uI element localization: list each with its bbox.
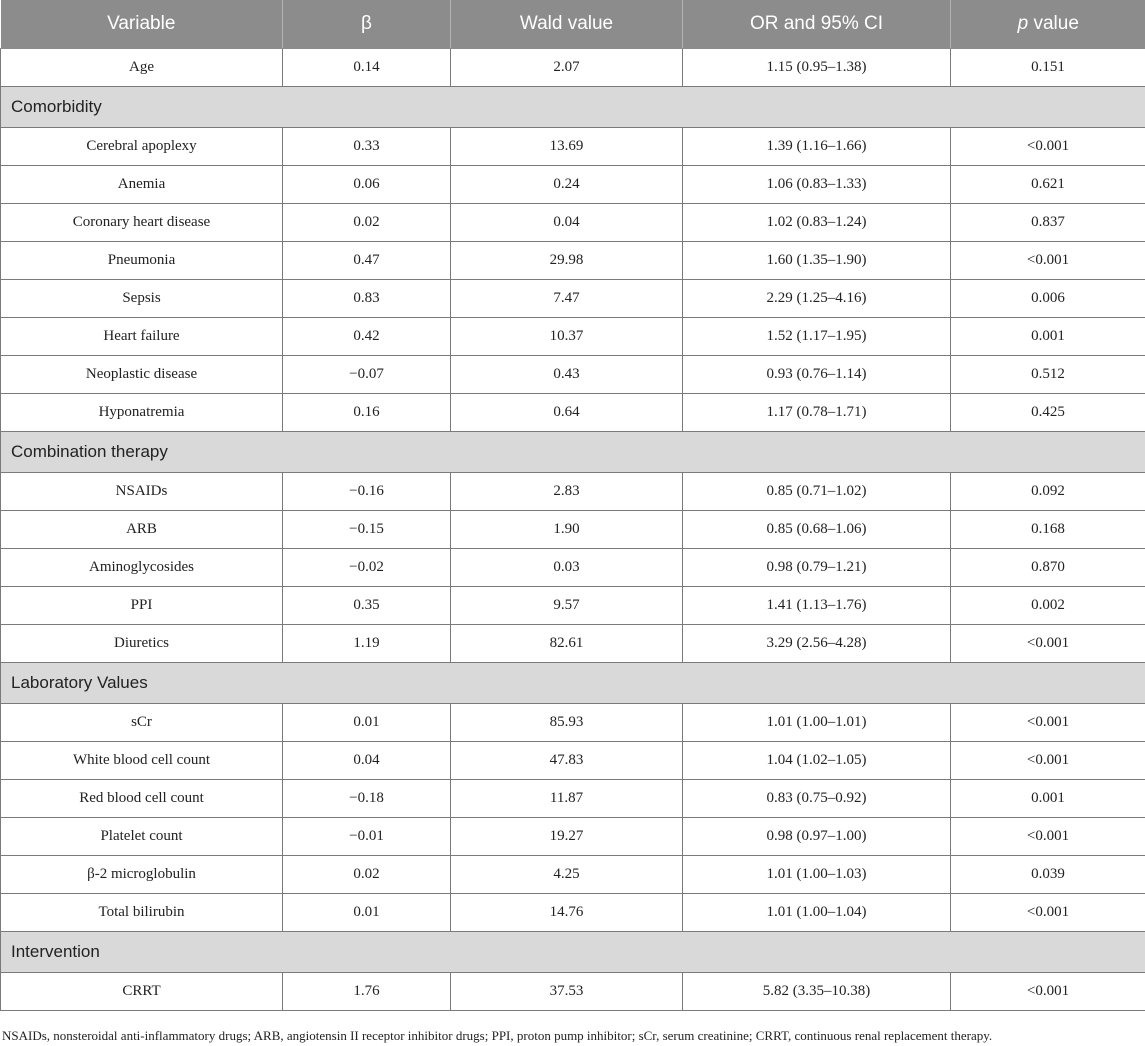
header-p-symbol: p: [1017, 13, 1029, 34]
cell-beta: 0.83: [283, 280, 451, 318]
cell-wald-value: 85.93: [451, 704, 683, 742]
section-label: Laboratory Values: [1, 663, 1145, 704]
cell-wald-value: 37.53: [451, 973, 683, 1011]
header-row: [1, 0, 1145, 49]
cell-or-ci: 1.01 (1.00–1.04): [683, 894, 951, 932]
cell-variable: NSAIDs: [1, 473, 283, 511]
cell-wald-value: 2.07: [451, 49, 683, 87]
table-header: [1, 0, 1145, 49]
cell-or-ci: 1.06 (0.83–1.33): [683, 166, 951, 204]
table-row: [1, 818, 1145, 856]
header-p-value: [951, 0, 1145, 49]
cell-variable: Neoplastic disease: [1, 356, 283, 394]
cell-p-value: 0.092: [951, 473, 1145, 511]
cell-beta: 1.76: [283, 973, 451, 1011]
cell-wald-value: 4.25: [451, 856, 683, 894]
table-row: [1, 511, 1145, 549]
cell-variable: Total bilirubin: [1, 894, 283, 932]
table-row: [1, 356, 1145, 394]
cell-or-ci: 1.17 (0.78–1.71): [683, 394, 951, 432]
cell-variable: Heart failure: [1, 318, 283, 356]
cell-or-ci: 1.04 (1.02–1.05): [683, 742, 951, 780]
table-row: [1, 856, 1145, 894]
cell-wald-value: 82.61: [451, 625, 683, 663]
header-p-suffix: value: [1028, 13, 1079, 34]
cell-beta: 0.33: [283, 128, 451, 166]
cell-p-value: <0.001: [951, 973, 1145, 1011]
cell-beta: 0.47: [283, 242, 451, 280]
cell-wald-value: 13.69: [451, 128, 683, 166]
cell-variable: Diuretics: [1, 625, 283, 663]
cell-p-value: 0.039: [951, 856, 1145, 894]
cell-wald-value: 0.03: [451, 549, 683, 587]
cell-p-value: 0.512: [951, 356, 1145, 394]
table-row: [1, 242, 1145, 280]
cell-wald-value: 0.04: [451, 204, 683, 242]
cell-p-value: 0.621: [951, 166, 1145, 204]
cell-beta: −0.16: [283, 473, 451, 511]
cell-p-value: 0.006: [951, 280, 1145, 318]
cell-or-ci: 1.39 (1.16–1.66): [683, 128, 951, 166]
cell-wald-value: 29.98: [451, 242, 683, 280]
table-footnote: NSAIDs, nonsteroidal anti-inflammatory drugs; ARB, angiotensin II receptor inhibitor drugs; PPI, proton pump inhibitor; sCr, serum creatinine; CRRT, continuous renal replacement therapy.: [2, 1028, 993, 1043]
section-row: [1, 87, 1145, 128]
cell-or-ci: 0.93 (0.76–1.14): [683, 356, 951, 394]
cell-or-ci: 5.82 (3.35–10.38): [683, 973, 951, 1011]
cell-p-value: <0.001: [951, 128, 1145, 166]
cell-wald-value: 10.37: [451, 318, 683, 356]
table-row: [1, 973, 1145, 1011]
cell-or-ci: 0.83 (0.75–0.92): [683, 780, 951, 818]
cell-wald-value: 0.43: [451, 356, 683, 394]
header-or-ci: OR and 95% CI: [683, 0, 951, 49]
cell-wald-value: 19.27: [451, 818, 683, 856]
cell-wald-value: 9.57: [451, 587, 683, 625]
header-variable: Variable: [1, 0, 283, 49]
table-row: [1, 318, 1145, 356]
cell-p-value: <0.001: [951, 742, 1145, 780]
cell-or-ci: 1.02 (0.83–1.24): [683, 204, 951, 242]
table-row: [1, 394, 1145, 432]
cell-p-value: 0.151: [951, 49, 1145, 87]
cell-beta: 0.14: [283, 49, 451, 87]
table-row: [1, 166, 1145, 204]
cell-or-ci: 1.60 (1.35–1.90): [683, 242, 951, 280]
cell-variable: Aminoglycosides: [1, 549, 283, 587]
cell-variable: Pneumonia: [1, 242, 283, 280]
cell-p-value: <0.001: [951, 704, 1145, 742]
cell-beta: 0.42: [283, 318, 451, 356]
cell-variable: Coronary heart disease: [1, 204, 283, 242]
cell-or-ci: 3.29 (2.56–4.28): [683, 625, 951, 663]
cell-variable: Anemia: [1, 166, 283, 204]
section-row: [1, 663, 1145, 704]
cell-p-value: 0.168: [951, 511, 1145, 549]
header-beta: β: [283, 0, 451, 49]
table-row: [1, 587, 1145, 625]
table-row: [1, 128, 1145, 166]
table-body: [1, 49, 1145, 1011]
table-row: [1, 280, 1145, 318]
table-row: [1, 549, 1145, 587]
cell-beta: −0.01: [283, 818, 451, 856]
cell-or-ci: 1.01 (1.00–1.01): [683, 704, 951, 742]
cell-p-value: <0.001: [951, 625, 1145, 663]
cell-p-value: <0.001: [951, 894, 1145, 932]
table-row: [1, 625, 1145, 663]
cell-beta: 0.04: [283, 742, 451, 780]
cell-wald-value: 1.90: [451, 511, 683, 549]
cell-beta: 0.06: [283, 166, 451, 204]
cell-or-ci: 0.98 (0.97–1.00): [683, 818, 951, 856]
cell-or-ci: 1.01 (1.00–1.03): [683, 856, 951, 894]
table-row: [1, 742, 1145, 780]
section-label: Combination therapy: [1, 432, 1145, 473]
cell-variable: Red blood cell count: [1, 780, 283, 818]
cell-wald-value: 11.87: [451, 780, 683, 818]
cell-variable: PPI: [1, 587, 283, 625]
cell-or-ci: 0.85 (0.71–1.02): [683, 473, 951, 511]
cell-wald-value: 0.64: [451, 394, 683, 432]
cell-beta: 0.02: [283, 204, 451, 242]
cell-beta: 1.19: [283, 625, 451, 663]
cell-or-ci: 2.29 (1.25–4.16): [683, 280, 951, 318]
cell-beta: 0.01: [283, 894, 451, 932]
cell-p-value: 0.425: [951, 394, 1145, 432]
cell-p-value: 0.001: [951, 318, 1145, 356]
cell-variable: ARB: [1, 511, 283, 549]
cell-variable: White blood cell count: [1, 742, 283, 780]
cell-variable: Hyponatremia: [1, 394, 283, 432]
cell-beta: 0.35: [283, 587, 451, 625]
table-row: [1, 204, 1145, 242]
cell-wald-value: 47.83: [451, 742, 683, 780]
cell-variable: Cerebral apoplexy: [1, 128, 283, 166]
cell-or-ci: 0.85 (0.68–1.06): [683, 511, 951, 549]
cell-p-value: 0.001: [951, 780, 1145, 818]
cell-p-value: 0.870: [951, 549, 1145, 587]
section-label: Comorbidity: [1, 87, 1145, 128]
cell-wald-value: 2.83: [451, 473, 683, 511]
table-row: [1, 704, 1145, 742]
cell-p-value: <0.001: [951, 818, 1145, 856]
cell-or-ci: 0.98 (0.79–1.21): [683, 549, 951, 587]
cell-beta: −0.02: [283, 549, 451, 587]
cell-beta: 0.02: [283, 856, 451, 894]
cell-variable: Age: [1, 49, 283, 87]
section-row: [1, 432, 1145, 473]
cell-variable: β-2 microglobulin: [1, 856, 283, 894]
section-label: Intervention: [1, 932, 1145, 973]
table-row: [1, 894, 1145, 932]
cell-beta: −0.07: [283, 356, 451, 394]
table-row: [1, 473, 1145, 511]
cell-or-ci: 1.41 (1.13–1.76): [683, 587, 951, 625]
section-row: [1, 932, 1145, 973]
cell-beta: −0.15: [283, 511, 451, 549]
cell-or-ci: 1.15 (0.95–1.38): [683, 49, 951, 87]
cell-variable: Platelet count: [1, 818, 283, 856]
cell-variable: Sepsis: [1, 280, 283, 318]
cell-p-value: 0.002: [951, 587, 1145, 625]
cell-wald-value: 14.76: [451, 894, 683, 932]
header-wald-value: Wald value: [451, 0, 683, 49]
cell-variable: CRRT: [1, 973, 283, 1011]
cell-wald-value: 7.47: [451, 280, 683, 318]
cell-p-value: 0.837: [951, 204, 1145, 242]
cell-beta: 0.01: [283, 704, 451, 742]
cell-beta: 0.16: [283, 394, 451, 432]
cell-beta: −0.18: [283, 780, 451, 818]
table-row: [1, 780, 1145, 818]
cell-or-ci: 1.52 (1.17–1.95): [683, 318, 951, 356]
cell-variable: sCr: [1, 704, 283, 742]
table-row: [1, 49, 1145, 87]
cell-wald-value: 0.24: [451, 166, 683, 204]
cell-p-value: <0.001: [951, 242, 1145, 280]
